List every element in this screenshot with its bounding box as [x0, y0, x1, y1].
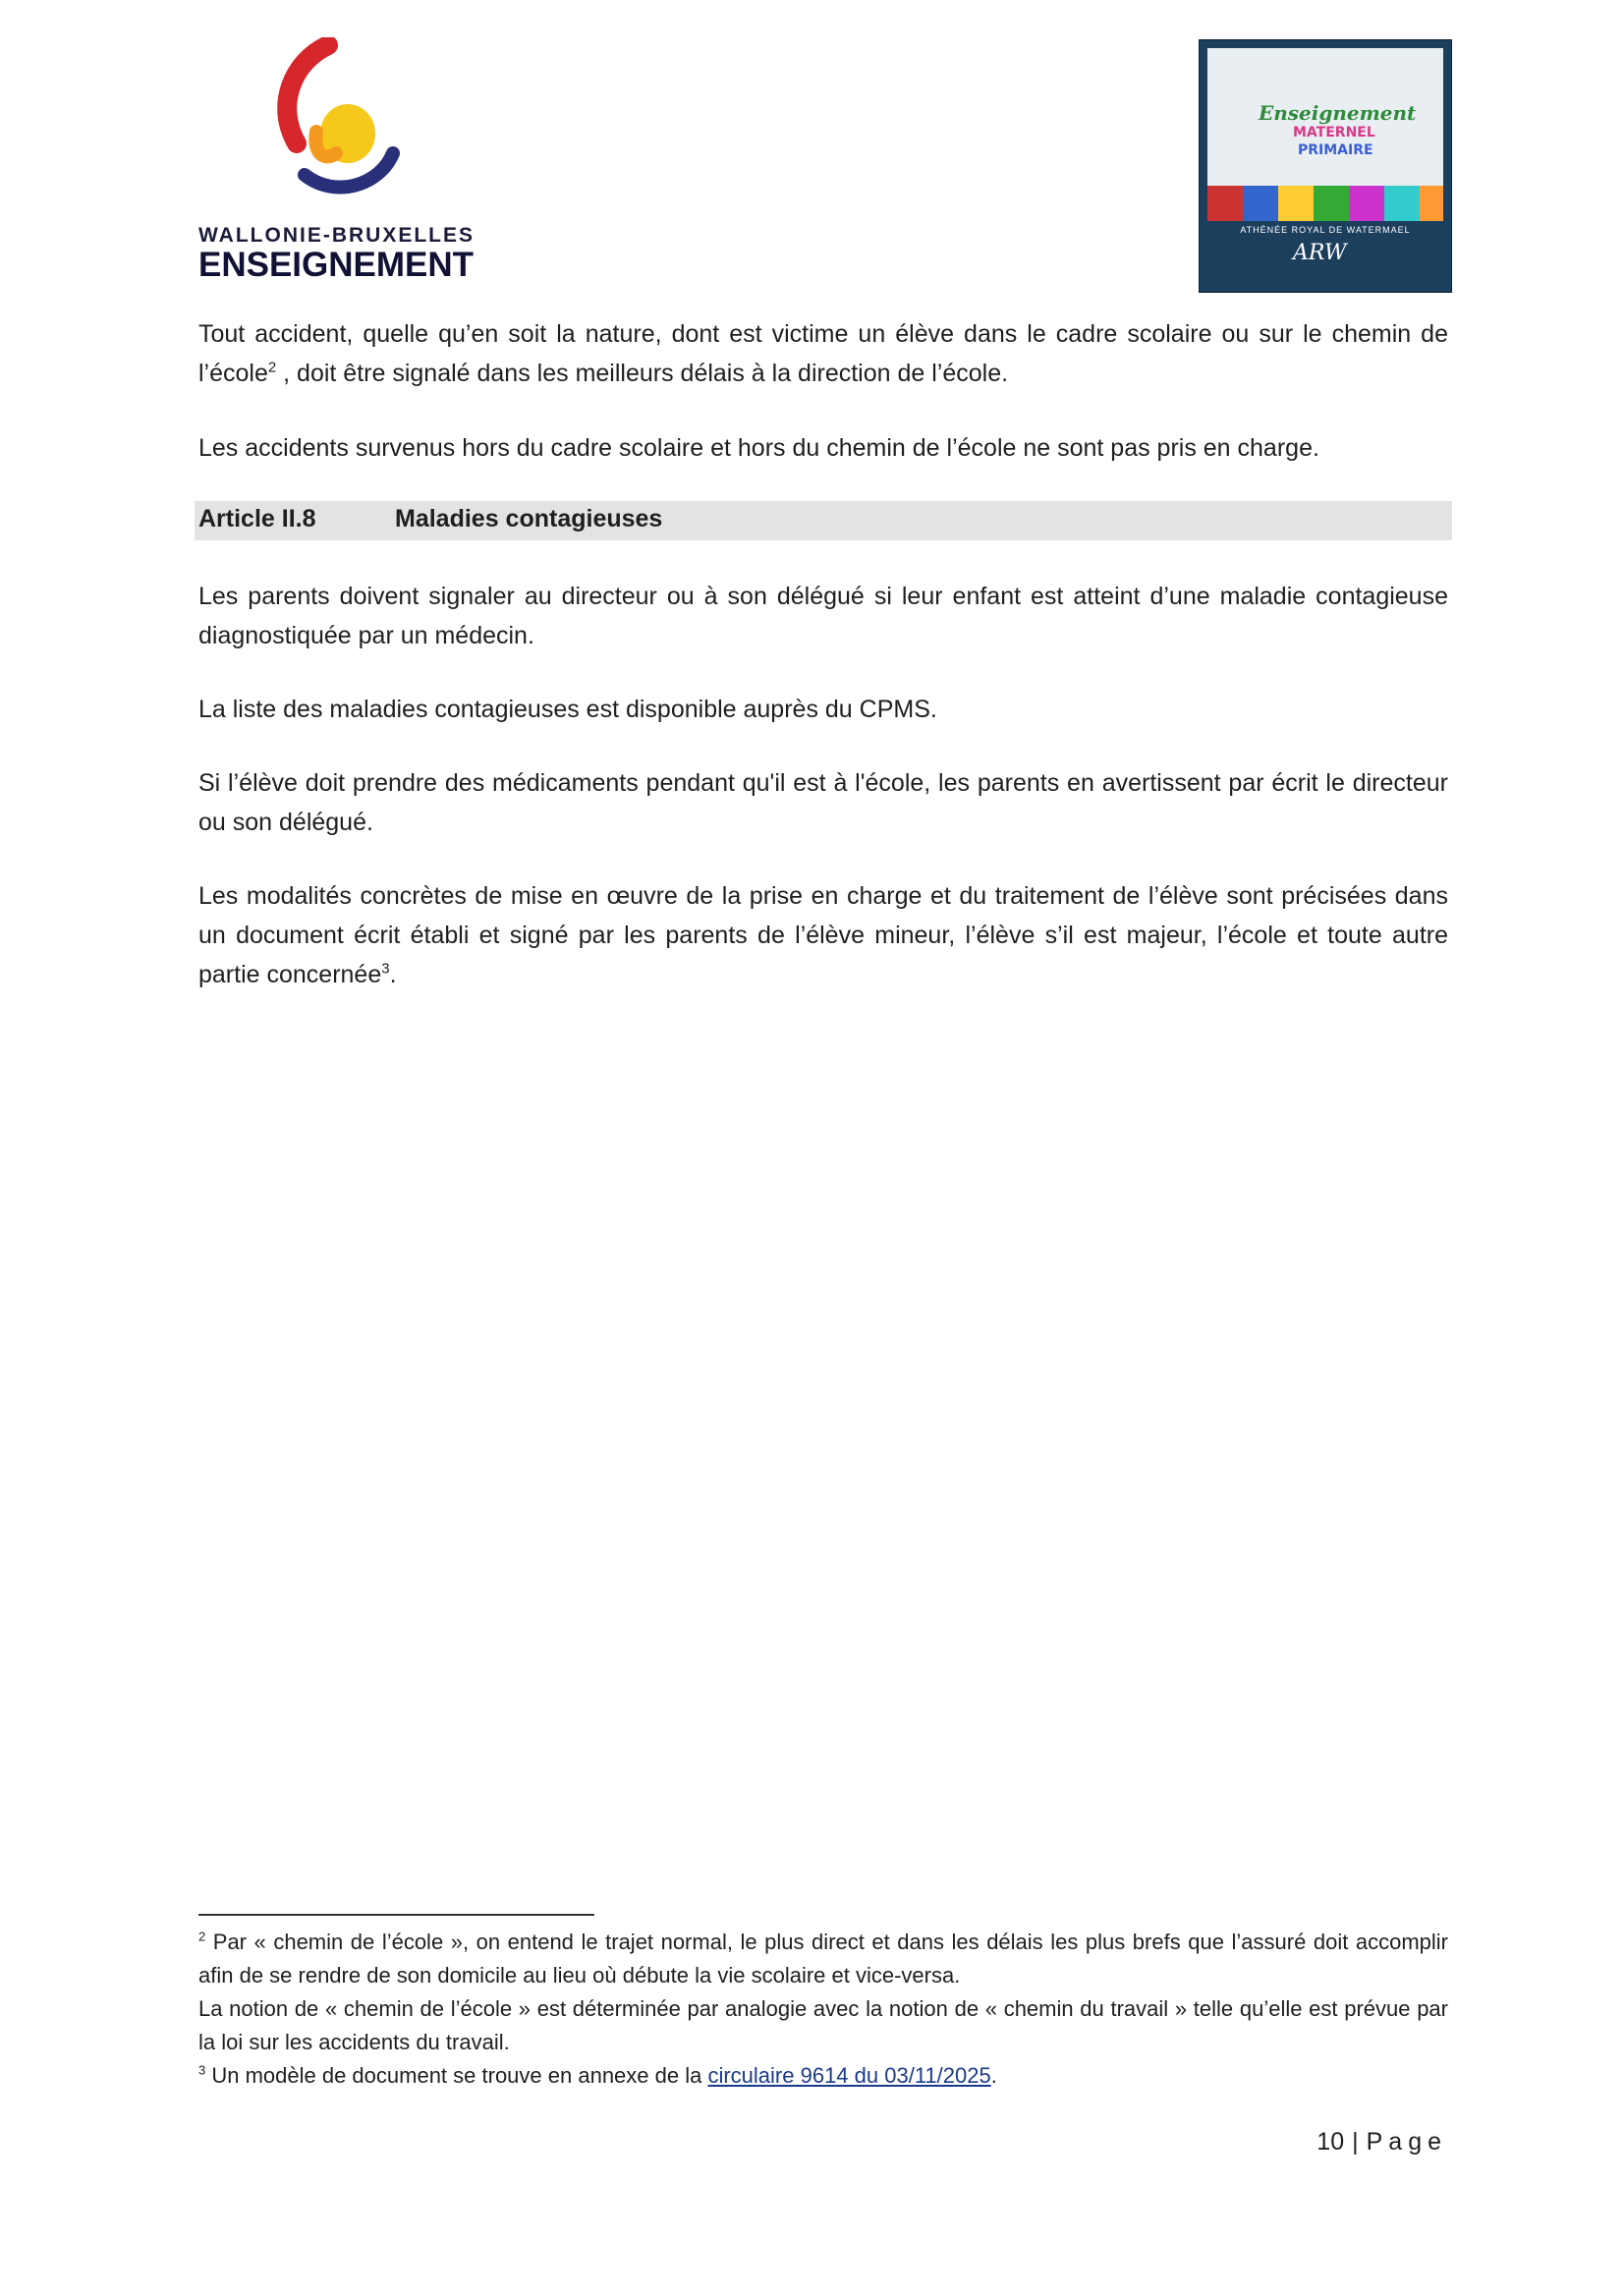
- footnote-3: [198, 2059, 1448, 2093]
- badge-title-1: Enseignement: [1259, 101, 1417, 125]
- article-number: Article II.8: [198, 505, 316, 532]
- brand-line-1: WALLONIE-BRUXELLES: [198, 224, 475, 247]
- school-badge-image: [1199, 39, 1452, 293]
- circulaire-link[interactable]: circulaire 9614 du 03/11/2025: [707, 2063, 991, 2088]
- paragraph-accident-text-1: Tout accident, quelle qu’en soit la nature, dont est victime un élève dans le cadre scolaire ou sur le chemin de l’école: [198, 320, 1448, 387]
- footnote-2-marker: 2: [198, 1929, 206, 1944]
- paragraph-contagious-report: Les parents doivent signaler au directeur ou à son délégué si leur enfant est atteint d’une maladie contagieuse diagnostiquée par un médecin.: [198, 583, 1448, 649]
- footnote-ref-2[interactable]: 2: [267, 359, 277, 376]
- badge-title-2: MATERNEL: [1293, 125, 1375, 140]
- paragraph-modalities: [198, 876, 1448, 994]
- wbe-logo-mark: [267, 37, 405, 204]
- article-title: Maladies contagieuses: [395, 505, 663, 532]
- page-number: 10: [1316, 2128, 1345, 2156]
- badge-logo-text: ARW: [1293, 241, 1347, 265]
- badge-drawing-strip: [1207, 186, 1443, 221]
- page-separator: |: [1352, 2128, 1359, 2156]
- paragraph-medication: Si l’élève doit prendre des médicaments pendant qu'il est à l'école, les parents en avertissent par écrit le directeur ou son délégué.: [198, 769, 1448, 836]
- footnote-separator: [198, 1914, 594, 1916]
- badge-subtitle: ATHÉNÉE ROYAL DE WATERMAEL: [1240, 225, 1411, 235]
- wbe-logo: [198, 37, 493, 283]
- article-heading: [195, 501, 1452, 540]
- paragraph-accident: [198, 314, 1448, 393]
- footnote-2-text: Par « chemin de l’école », on entend le trajet normal, le plus direct et dans les délais les plus brefs que l’assuré doit accomplir afin de se rendre de son domicile au lieu où débute la vie scolaire et vice-versa.: [198, 1930, 1448, 1988]
- paragraph-accident-text-2: , doit être signalé dans les meilleurs délais à la direction de l’école.: [276, 360, 1009, 387]
- paragraph-modalities-text-2: .: [389, 961, 397, 988]
- footnote-ref-3[interactable]: 3: [381, 960, 390, 978]
- badge-title-3: PRIMAIRE: [1298, 142, 1373, 158]
- paragraph-cpms-list: La liste des maladies contagieuses est disponible auprès du CPMS.: [198, 696, 937, 723]
- footnote-2-continued: La notion de « chemin de l’école » est déterminée par analogie avec la notion de « chemin du travail » telle qu’elle est prévue par la loi sur les accidents du travail.: [198, 1996, 1448, 2054]
- brand-line-2: ENSEIGNEMENT: [198, 246, 475, 284]
- footnote-3-text: Un modèle de document se trouve en annexe de la: [205, 2063, 708, 2088]
- footnote-3-end: .: [990, 2063, 997, 2088]
- paragraph-modalities-text-1: Les modalités concrètes de mise en œuvre de la prise en charge et du traitement de l’élève sont précisées dans un document écrit établi et signé par les parents de l’élève mineur, l’élève s’il est majeur, l’école et toute autre partie concernée: [198, 882, 1448, 988]
- footnote-2: [198, 1926, 1448, 1992]
- page-label: Page: [1366, 2128, 1447, 2156]
- paragraph-outside-scope: Les accidents survenus hors du cadre scolaire et hors du chemin de l’école ne sont pas pris en charge.: [198, 434, 1319, 462]
- page-footer: [1316, 2128, 1447, 2156]
- footnote-3-marker: 3: [198, 2062, 206, 2078]
